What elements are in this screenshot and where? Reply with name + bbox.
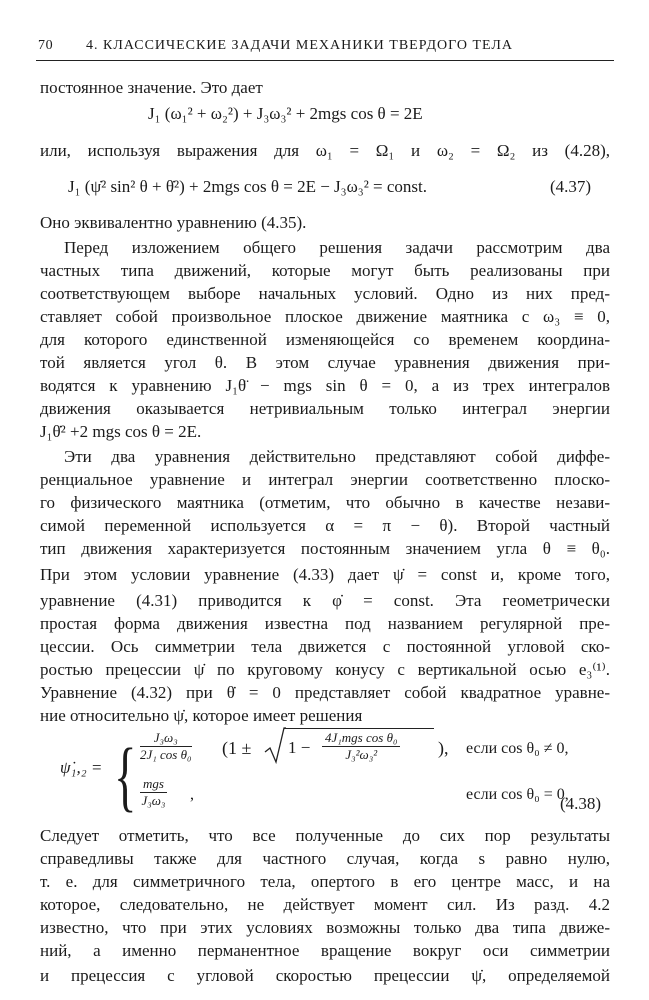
- equation-lhs: ψ̇₁,₂ =: [60, 758, 103, 777]
- comma: ,: [190, 786, 194, 803]
- fraction-numerator: J₃ω₃: [140, 730, 192, 747]
- text-line: При этом условии уравнение (4.33) дает ψ̇ = const и, кроме того,: [40, 565, 610, 584]
- fraction-denominator: J₃ω₃: [141, 793, 166, 808]
- text-line: Уравнение (4.32) при θ̇ = 0 представляет собой квадратное уравне-: [40, 683, 610, 702]
- radical-sign-icon: [264, 726, 286, 766]
- text-line: ренциальное уравнение и интеграл энергии соответственно плоско-: [40, 470, 610, 489]
- text-line: или, используя выражения для ω₁ = Ω₁ и ω₂ = Ω₂ из (4.28),: [40, 141, 610, 160]
- fraction-sqrt: [322, 730, 400, 763]
- fraction-denominator: 2J₁ cos θ₀: [140, 747, 192, 762]
- text-line: Оно эквивалентно уравнению (4.35).: [40, 213, 307, 232]
- text-line: для которого единственной изменяющейся со временем координа-: [40, 330, 610, 349]
- header-rule: [36, 60, 614, 61]
- fraction-case2: [140, 776, 167, 809]
- fraction-numerator: mgs: [140, 776, 167, 793]
- chapter-title: 4. КЛАССИЧЕСКИЕ ЗАДАЧИ МЕХАНИКИ ТВЕРДОГО ТЕЛА: [86, 38, 513, 53]
- paren-close: ),: [438, 738, 449, 758]
- fraction-case1: [140, 730, 192, 763]
- page-number: 70: [38, 38, 54, 53]
- text-line: го физического маятника (отметим, что обычно в качестве незави-: [40, 493, 610, 512]
- text-line: движения оказывается нетривиальным только интеграл энергии: [40, 399, 610, 418]
- text-line: соответствующем выборе начальных условий. Одно из них пред-: [40, 284, 610, 303]
- text-line: ростью прецессии ψ̇ по круговому конусу с вертикальной осью e₃⁽¹⁾.: [40, 660, 610, 679]
- condition-case1: если cos θ₀ ≠ 0,: [466, 740, 569, 757]
- equation-4-37: J₁ (ψ̇² sin² θ + θ̇²) + 2mgs cos θ = 2E − J₃ω₃² = const.: [68, 177, 428, 196]
- text-line: которое, следовательно, не действует момент сил. Из разд. 4.2: [40, 895, 610, 914]
- text-line: Эти два уравнения действительно представляют собой диффе-: [64, 447, 610, 466]
- text-line: известно, что при этих условиях возможны только два типа движе-: [40, 918, 610, 937]
- text-line: J₁θ̇² +2 mgs cos θ = 2E.: [40, 422, 202, 441]
- text-line: частных типа движений, которые могут быть реализованы при: [40, 261, 610, 280]
- text-line: водятся к уравнению J₁θ̈ − mgs sin θ = 0, а из трех интегралов: [40, 376, 610, 395]
- text-line: простая форма движения известна под названием регулярной пре-: [40, 614, 610, 633]
- fraction-denominator: J₃²ω₃²: [345, 747, 378, 762]
- text-line: симой переменной используется α = π − θ). Второй частный: [40, 516, 610, 535]
- text-line: тип движения характеризуется постоянным значением угла θ ≡ θ₀.: [40, 539, 610, 558]
- text-line: Следует отметить, что все полученные до сих пор результаты: [40, 826, 610, 845]
- equation-energy: J₁ (ω₁² + ω₂²) + J₃ω₃² + 2mgs cos θ = 2E: [148, 104, 423, 123]
- text-line: той является угол θ. В этом случае уравнения движения при-: [40, 353, 610, 372]
- paren-open: (1 ±: [222, 738, 252, 758]
- text-line: ний, а именно перманентное вращение вокруг оси симметрии: [40, 941, 610, 960]
- text-line: ставляет собой произвольное плоское движение маятника с ω₃ ≡ 0,: [40, 307, 610, 326]
- text-line: Перед изложением общего решения задачи рассмотрим два: [64, 238, 610, 257]
- equation-4-38: [60, 730, 620, 836]
- text-line: и прецессия с угловой скоростью прецессии ψ̇, определяемой: [40, 966, 610, 985]
- running-header: [38, 38, 612, 58]
- text-line: ние относительно ψ̇, которое имеет решения: [40, 706, 363, 725]
- left-brace: {: [114, 732, 137, 819]
- condition-case2: если cos θ₀ = 0,: [466, 786, 569, 803]
- text-line: постоянное значение. Это дает: [40, 78, 263, 97]
- equation-number-4-38: (4.38): [560, 794, 602, 813]
- text-line: т. е. для симметричного тела, опертого в его центре масс, и на: [40, 872, 610, 891]
- radical-bar: [284, 728, 434, 729]
- sqrt-one: 1 −: [288, 738, 311, 757]
- text-line: уравнение (4.31) приводится к φ̇ = const. Эта геометрически: [40, 591, 610, 610]
- text-line: цессии. Ось симметрии тела движется с постоянной угловой ско-: [40, 637, 610, 656]
- equation-number-4-37: (4.37): [550, 177, 592, 196]
- fraction-numerator: 4J₁mgs cos θ₀: [322, 730, 400, 747]
- text-line: справедливы также для частного случая, когда s равно нулю,: [40, 849, 610, 868]
